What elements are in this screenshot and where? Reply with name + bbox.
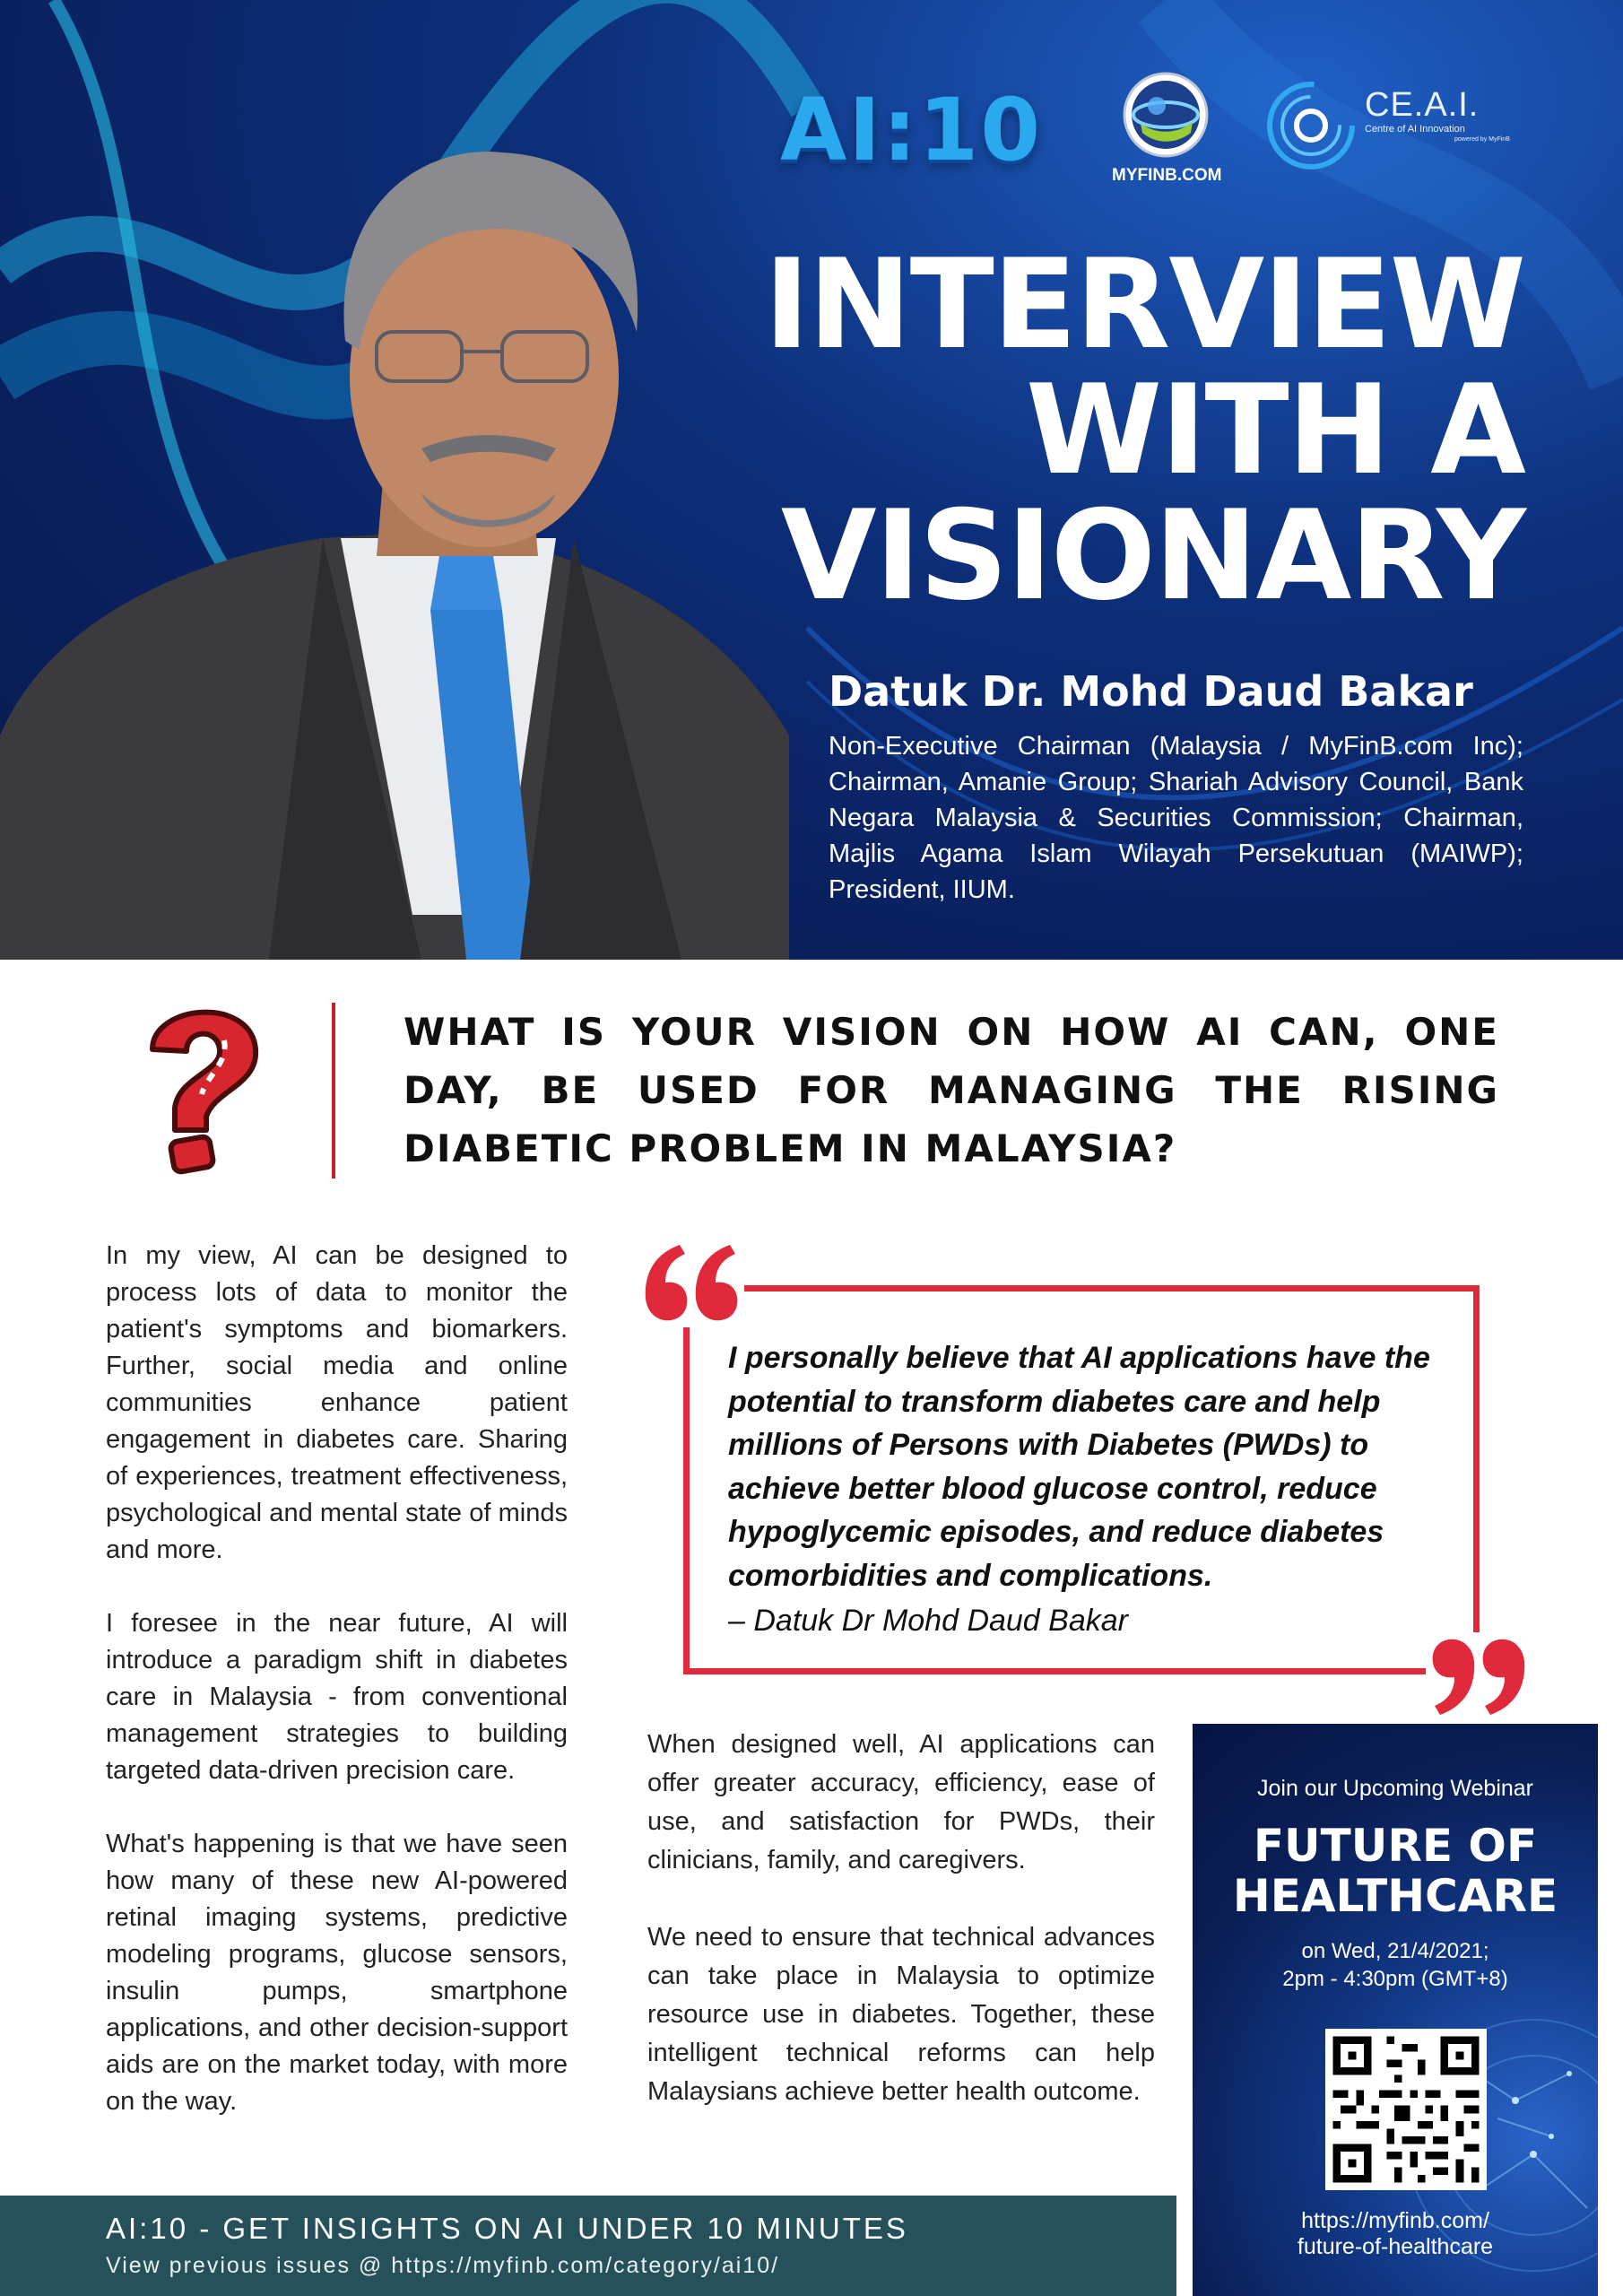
webinar-url-line-2: future-of-healthcare <box>1297 2234 1494 2259</box>
footer-title: AI:10 - GET INSIGHTS ON AI UNDER 10 MINUTES <box>106 2212 908 2245</box>
answer-paragraph: What's happening is that we have seen how many of these new AI-powered retinal imaging systems, predictive modeling programs, glucose sensors, insulin pumps, smartphone applications, and other decision-support aids are on the market today, with more on the way. <box>106 1830 568 2116</box>
webinar-time-line: 2pm - 4:30pm (GMT+8) <box>1282 1967 1508 1991</box>
pull-quote-attribution: – Datuk Dr Mohd Daud Bakar <box>728 1604 1128 1638</box>
ai10-logo: AI:10 <box>780 80 1042 180</box>
answer-left-column <box>106 1238 568 2157</box>
webinar-promo[interactable] <box>1193 1724 1598 2296</box>
hero-banner <box>0 0 1623 960</box>
interview-question: WHAT IS YOUR VISION ON HOW AI CAN, ONE DAY, BE USED FOR MANAGING THE RISING DIABETIC PROBLEM IN MALAYSIA? <box>404 1010 1499 1170</box>
webinar-link[interactable] <box>1193 2208 1598 2260</box>
portrait-photo <box>0 108 807 960</box>
headline <box>699 232 1524 628</box>
headline-line-1: INTERVIEW <box>763 232 1524 377</box>
question-divider <box>332 1003 335 1178</box>
webinar-title <box>1193 1821 1598 1921</box>
webinar-title-line-1: FUTURE OF <box>1253 1820 1538 1872</box>
footer-bar <box>0 2196 1176 2296</box>
ceai-wordmark <box>1365 86 1510 144</box>
question-mark-icon <box>117 996 278 1175</box>
webinar-url-line-1: https://myfinb.com/ <box>1301 2208 1489 2233</box>
ceai-ring-icon <box>1264 79 1358 172</box>
answer-paragraph: When designed well, AI applications can offer greater accuracy, efficiency, ease of use, and satisfaction for PWDs, their clinicians, family, and caregivers. <box>647 1730 1155 1874</box>
answer-paragraph: We need to ensure that technical advances can take place in Malaysia to optimize resource use in diabetes. Together, these intelligent technical reforms can help Malaysians achieve better health outcome. <box>647 1923 1155 2106</box>
answer-middle-column <box>647 1726 1155 2150</box>
qr-code[interactable] <box>1325 2029 1487 2190</box>
webinar-date <box>1193 1937 1598 1993</box>
footer-previous-issues-link[interactable]: View previous issues @ https://myfinb.com/category/ai10/ <box>106 2253 780 2278</box>
headline-line-2: WITH A <box>1025 358 1524 502</box>
ceai-title: CE.A.I. <box>1365 86 1480 124</box>
myfinb-globe-icon <box>1121 70 1211 160</box>
myfinb-logo <box>1112 70 1222 186</box>
ceai-powered: powered by MyFinB <box>1454 136 1510 143</box>
headline-line-3: VISIONARY <box>780 483 1524 628</box>
answer-paragraph: I foresee in the near future, AI will introduce a paradigm shift in diabetes care in Malaysia - from conventional management strategies to building targeted data-driven precision care. <box>106 1609 568 1785</box>
webinar-date-line-1: on Wed, 21/4/2021; <box>1301 1939 1489 1963</box>
ceai-subtitle: Centre of AI Innovation <box>1365 124 1465 135</box>
webinar-invite: Join our Upcoming Webinar <box>1256 1776 1534 1801</box>
answer-paragraph: In my view, AI can be designed to process lots of data to monitor the patient's symptoms and biomarkers. Further, social media and online communities enhance patient engagement in diabetes care. Sharing of experiences, treatment effectiveness, psychological and mental state of minds and more. <box>106 1241 568 1564</box>
interviewee-name: Datuk Dr. Mohd Daud Bakar <box>829 667 1473 716</box>
webinar-title-line-2: HEALTHCARE <box>1232 1870 1558 1922</box>
myfinb-label: MYFINB.COM <box>1112 166 1222 185</box>
open-quote-icon <box>637 1229 744 1327</box>
close-quote-icon <box>1426 1632 1533 1731</box>
interviewee-titles: Non-Executive Chairman (Malaysia / MyFinB.com Inc); Chairman, Amanie Group; Shariah Advisory Council, Bank Negara Malaysia & Securities Commission; Chairman, Majlis Agama Islam Wilayah Persekutuan (MAIWP); President, IIUM. <box>829 732 1523 904</box>
ceai-logo <box>1264 79 1510 177</box>
qr-code-icon <box>1325 2029 1487 2190</box>
pull-quote-text: I personally believe that AI applications have the potential to transform diabetes care and help millions of Persons with Diabetes (PWDs) to achieve better blood glucose control, reduce hypoglycemic episodes, and reduce diabetes comorbidities and complications. <box>728 1341 1430 1593</box>
